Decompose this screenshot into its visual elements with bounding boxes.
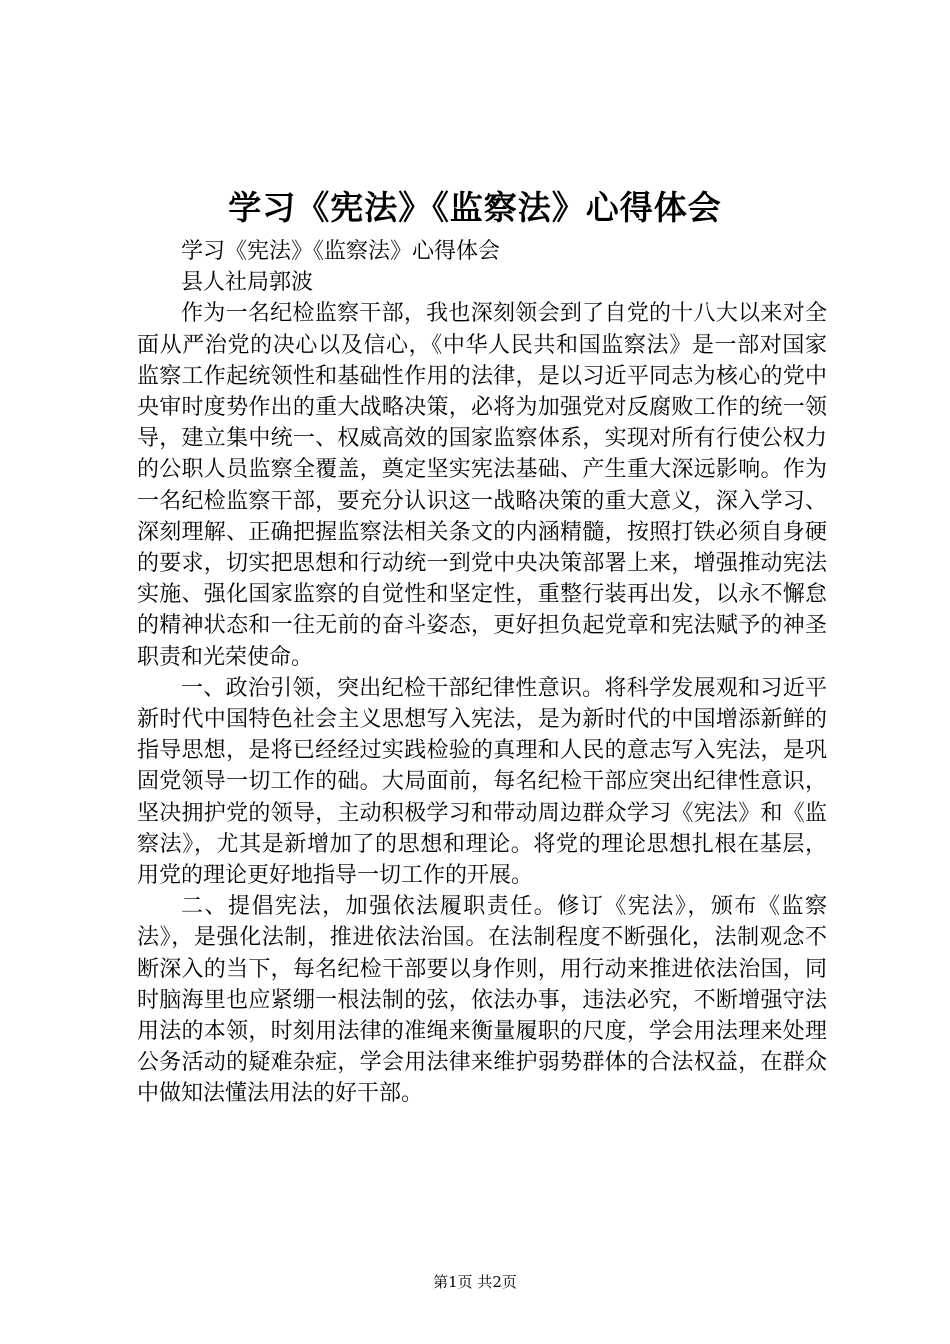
document-body [137,236,827,1110]
page-number-footer: 第1页 共2页 [433,1273,517,1291]
document-author: 县人社局郭波 [181,270,314,296]
paragraph-section-2: 二、提倡宪法，加强依法履职责任。修订《宪法》，颁布《监察法》，是强化法制，推进依法治国。在法制程度不断强化，法制观念不断深入的当下，每名纪检干部要以身作则，用行动来推进依法治国，同时脑海里也应紧绷一根法制的弦，依法办事，违法必究，不断增强守法用法的本领，时刻用法律的准绳来衡量履职的尺度，学会用法理来处理公务活动的疑难杂症，学会用法律来维护弱势群体的合法权益，在群众中做知法懂法用法的好干部。 [137,894,827,1107]
paragraph-intro: 作为一名纪检监察干部，我也深刻领会到了自党的十八大以来对全面从严治党的决心以及信心，《中华人民共和国监察法》是一部对国家监察工作起统领性和基础性作用的法律，是以习近平同志为核心的党中央审时度势作出的重大战略决策，必将为加强党对反腐败工作的统一领导，建立集中统一、权威高效的国家监察体系，实现对所有行使公权力的公职人员监察全覆盖，奠定坚实宪法基础、产生重大深远影响。作为一名纪检监察干部，要充分认识这一战略决策的重大意义，深入学习、深刻理解、正确把握监察法相关条文的内涵精髓，按照打铁必须自身硬的要求，切实把思想和行动统一到党中央决策部署上来，增强推动宪法实施、强化国家监察的自觉性和坚定性，重整行装再出发，以永不懈怠的精神状态和一往无前的奋斗姿态，更好担负起党章和宪法赋予的神圣职责和光荣使命。 [137,301,827,670]
paragraph-section-1: 一、政治引领，突出纪检干部纪律性意识。将科学发展观和习近平新时代中国特色社会主义思想写入宪法，是为新时代的中国增添新鲜的指导思想，是将已经经过实践检验的真理和人民的意志写入宪法，是巩固党领导一切工作的础。大局面前，每名纪检干部应突出纪律性意识，坚决拥护党的领导，主动积极学习和带动周边群众学习《宪法》和《监察法》，尤其是新增加了的思想和理论。将党的理论思想扎根在基层，用党的理论更好地指导一切工作的开展。 [137,675,827,889]
document-subtitle: 学习《宪法》《监察法》心得体会 [181,239,501,264]
document-title: 学习《宪法》《监察法》心得体会 [228,188,722,227]
